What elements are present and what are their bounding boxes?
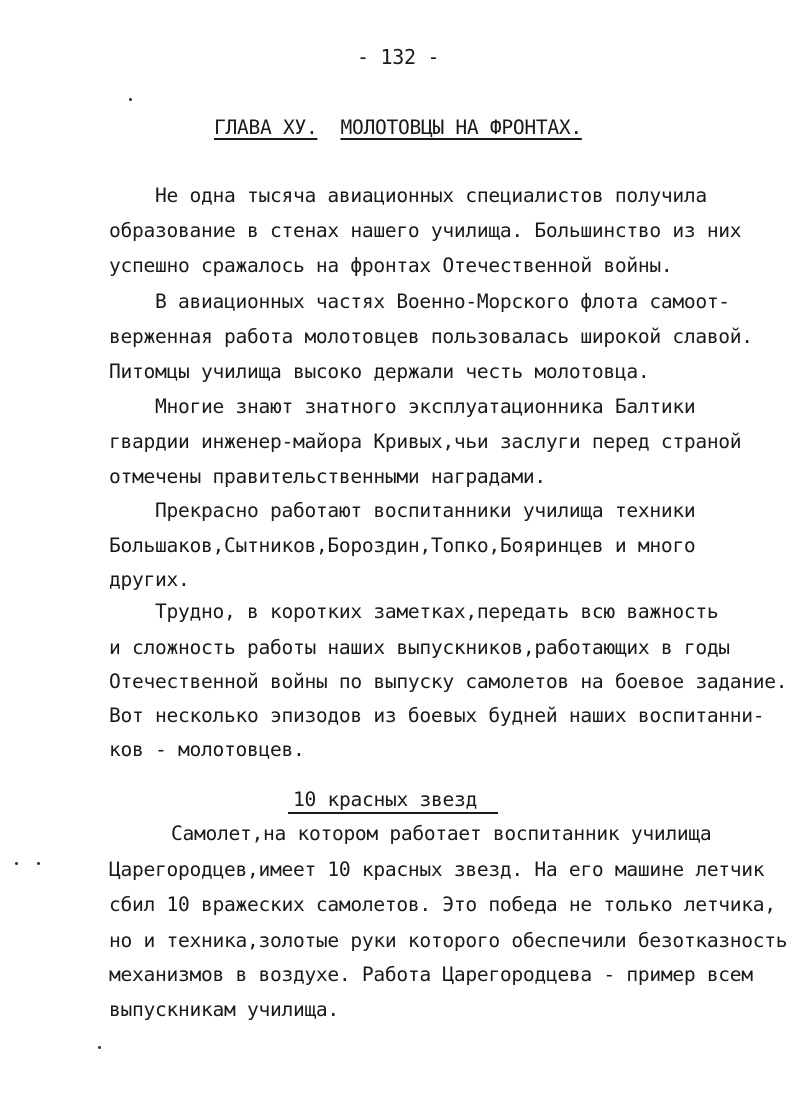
body-line: Питомцы училища высоко держали честь молотовца. [109,360,650,383]
body-line: Прекрасно работают воспитанники училища техники [109,499,696,522]
scan-speck [98,1046,101,1049]
body-line: В авиационных частях Военно-Морского флота самоот- [109,290,730,313]
scan-speck [37,862,40,865]
chapter-heading [214,116,582,140]
scan-speck [129,98,132,101]
body-line: Многие знают знатного эксплуатационника Балтики [109,395,696,418]
page-number: - 132 - [357,45,440,69]
body-line: гвардии инженер-майора Кривых,чьи заслуги перед страной [109,430,742,453]
body-line: Трудно, в коротких заметках,передать всю важность [109,600,719,623]
section-line: но и техника,золотые руки которого обеспечили безотказность [109,929,788,952]
section-title-underline [288,812,498,814]
body-line: успешно сражалось на фронтах Отечественной войны. [109,254,673,277]
section-line: механизмов в воздухе. Работа Царегородцева - пример всем [109,963,753,986]
body-line: ков - молотовцев. [109,738,305,761]
chapter-title: МОЛОТОВЦЫ НА ФРОНТАХ. [340,116,582,139]
body-line: образование в стенах нашего училища. Большинство из них [109,219,742,242]
section-line: сбил 10 вражеских самолетов. Это победа не только летчика, [109,893,776,916]
body-line: и сложность работы наших выпускников,работающих в годы [109,636,730,659]
section-title: 10 красных звезд [293,788,477,811]
body-line: других. [109,568,190,591]
section-line: Царегородцев,имеет 10 красных звезд. На его машине летчик [109,858,765,881]
section-line: Самолет,на котором работает воспитанник училища [148,822,712,845]
body-line: отмечены правительственными наградами. [109,465,546,488]
scan-speck [15,862,18,865]
section-line: выпускникам училища. [109,998,339,1021]
body-line: Не одна тысяча авиационных специалистов получила [109,184,707,207]
body-line: верженная работа молотовцев пользовалась широкой славой. [109,325,753,348]
body-line: Вот несколько эпизодов из боевых будней наших воспитанни- [109,704,765,727]
body-line: Отечественной войны по выпуску самолетов на боевое задание. [109,670,788,693]
body-line: Большаков,Сытников,Бороздин,Топко,Бояринцев и много [109,534,696,557]
chapter-label: ГЛАВА ХУ. [214,116,318,139]
